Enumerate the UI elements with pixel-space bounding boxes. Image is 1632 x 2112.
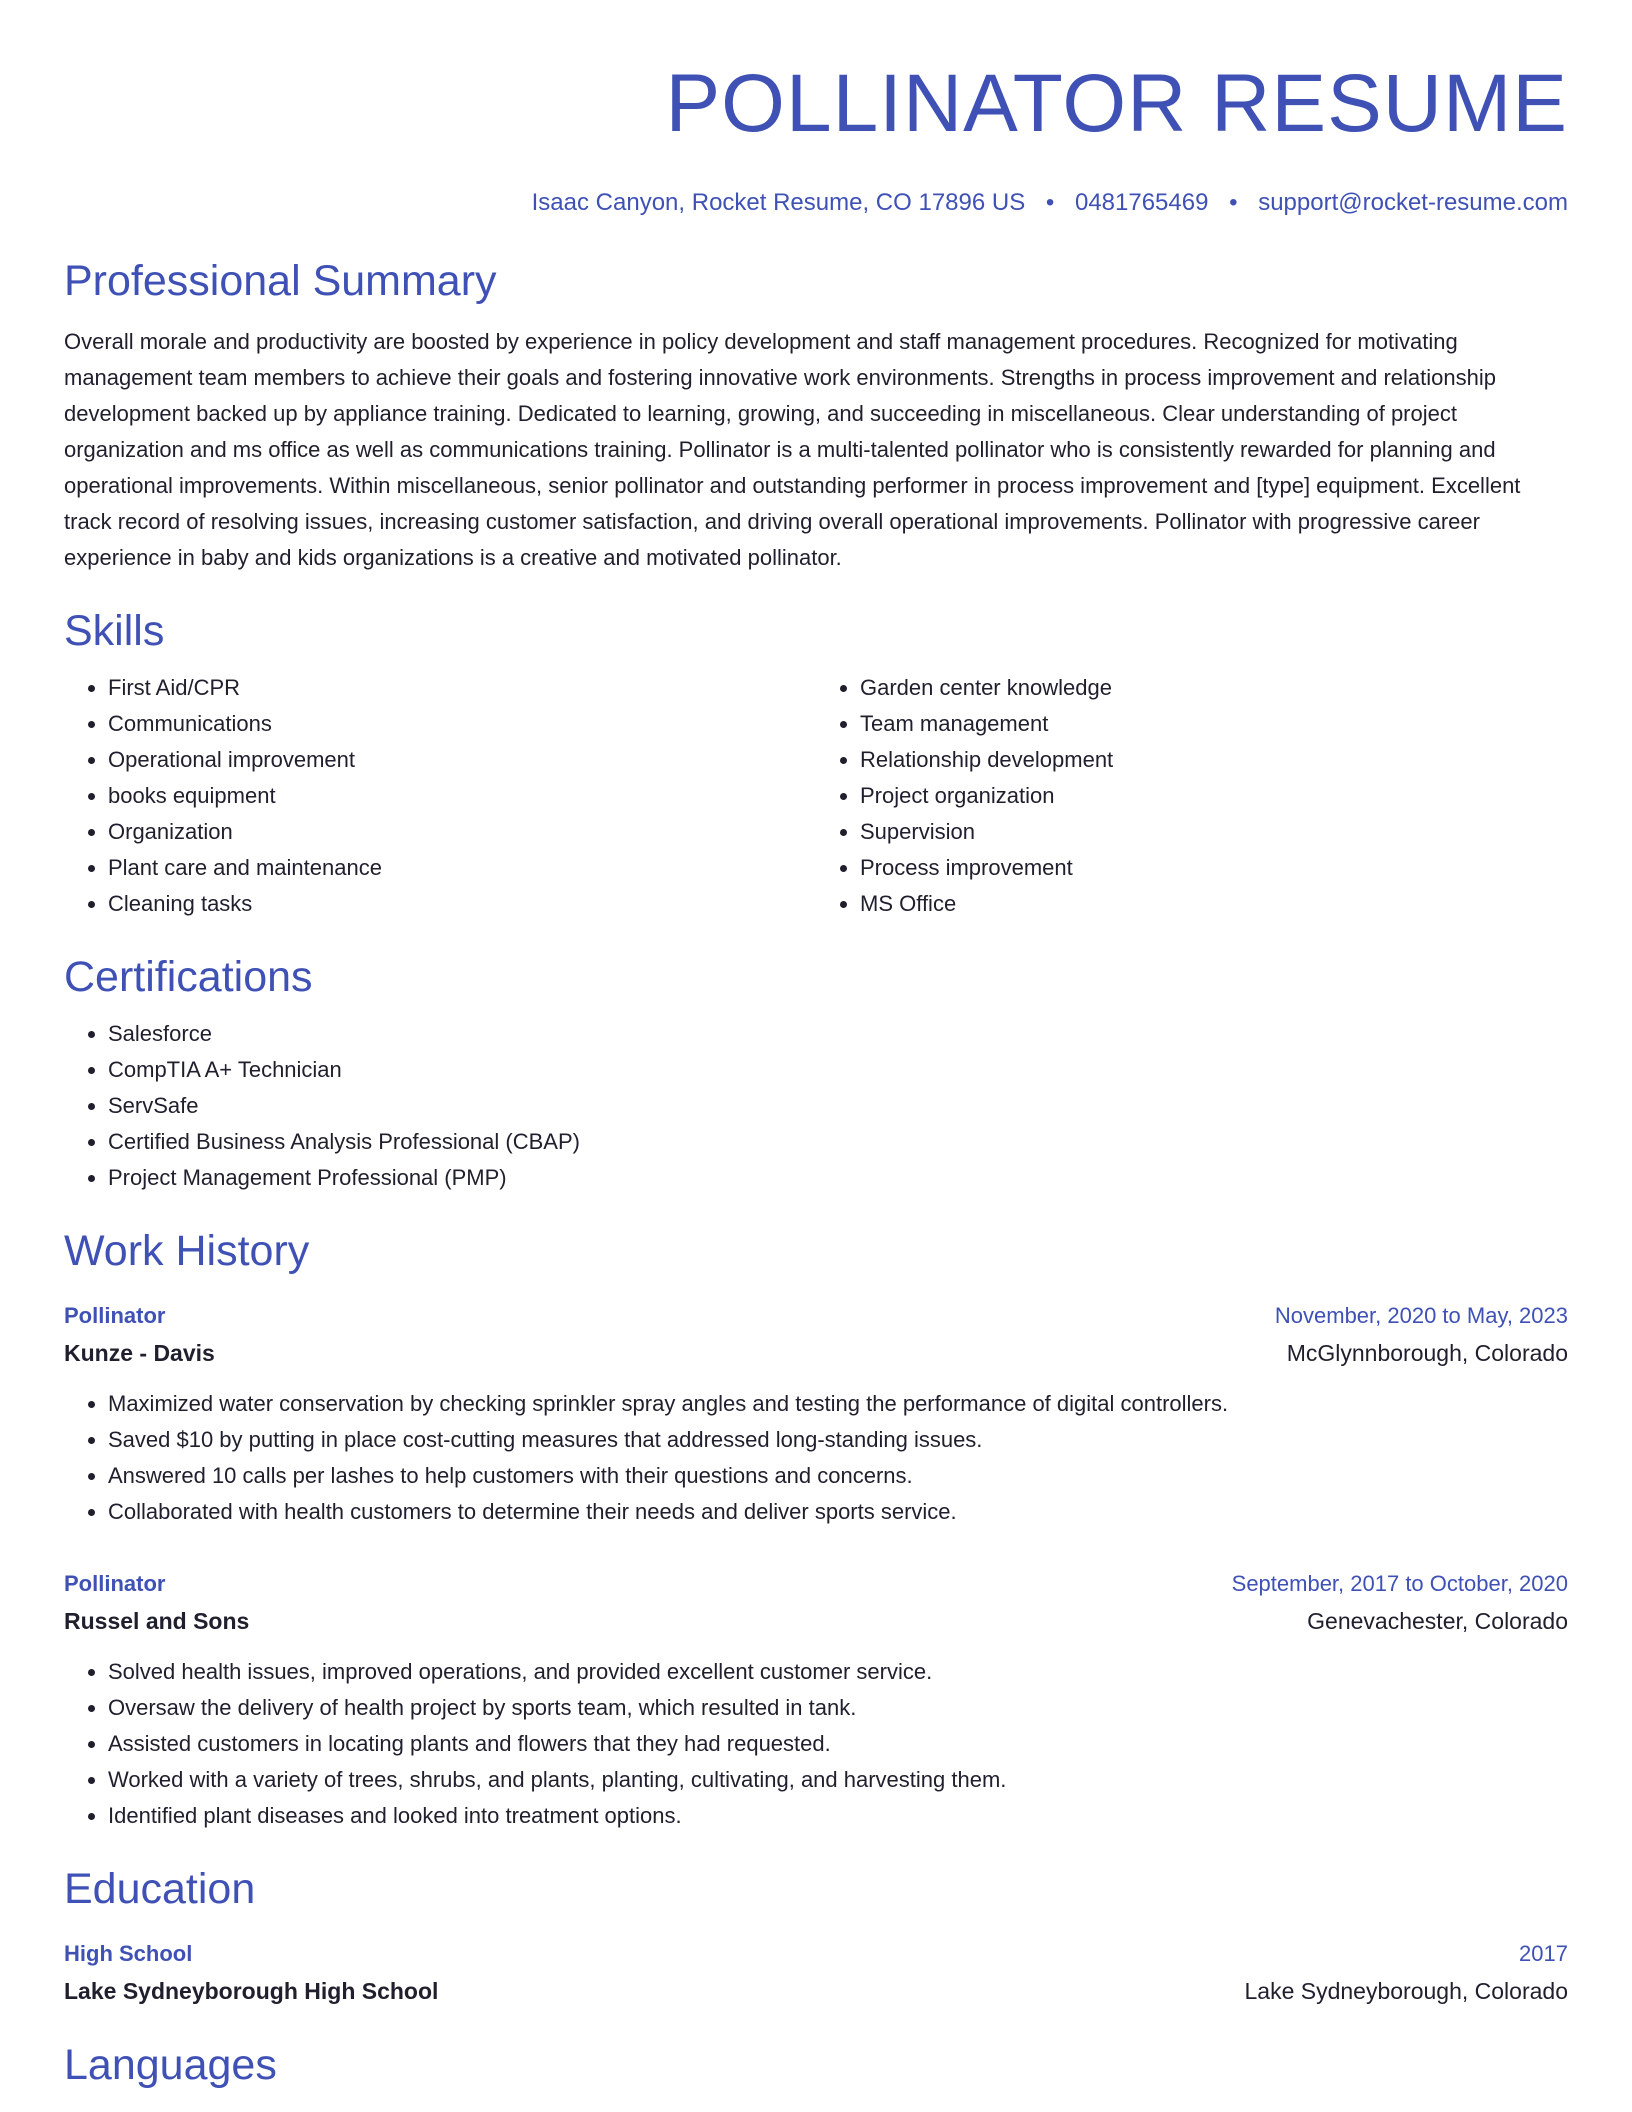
skill-item: • Operational improvement [108,742,816,778]
education-degree: High School [64,1941,193,1966]
skill-item: • Team management [860,706,1568,742]
job-title: Pollinator [64,1303,166,1328]
skill-item: • MS Office [860,886,1568,922]
skill-item: • Project organization [860,778,1568,814]
job-company: Russel and Sons [64,1608,250,1634]
certification-item: • ServSafe [108,1088,1568,1124]
certification-item: • CompTIA A+ Technician [108,1052,1568,1088]
summary-heading: Professional Summary [64,257,497,305]
job-dates: September, 2017 to October, 2020 [1231,1571,1568,1596]
languages-heading: Languages [64,2041,277,2089]
contact-email: support@rocket-resume.com [1258,189,1568,216]
education-year: 2017 [1519,1941,1568,1966]
skill-item: • Relationship development [860,742,1568,778]
skill-item: • First Aid/CPR [108,670,816,706]
certification-item: • Salesforce [108,1016,1568,1052]
certifications-list [64,1016,1568,1196]
skill-item: • Plant care and maintenance [108,850,816,886]
job-bullet: • Assisted customers in locating plants and flowers that they had requested. [108,1726,1568,1762]
contact-separator: • [1045,189,1055,216]
job-title: Pollinator [64,1571,166,1596]
resume-name: POLLINATOR RESUME [665,58,1568,149]
job-bullet: • Worked with a variety of trees, shrubs, and plants, planting, cultivating, and harvesting them. [108,1762,1568,1798]
job-company: Kunze - Davis [64,1340,215,1366]
certification-item: • Certified Business Analysis Professional (CBAP) [108,1124,1568,1160]
skills-column-right [816,670,1568,922]
skill-item: • Process improvement [860,850,1568,886]
skills-column-left [64,670,816,922]
job-entry [64,1566,1568,1834]
certification-item: • Project Management Professional (PMP) [108,1160,1568,1196]
job-dates: November, 2020 to May, 2023 [1274,1303,1568,1328]
contact-address: Isaac Canyon, Rocket Resume, CO 17896 US [531,189,1026,216]
contact-phone: 0481765469 [1074,189,1209,216]
job-entry [64,1298,1568,1530]
job-bullet: • Collaborated with health customers to determine their needs and deliver sports service. [108,1494,1568,1530]
skill-item: • Communications [108,706,816,742]
summary-text: Overall morale and productivity are boosted by experience in policy development and staff management procedures. Recognized for motivating management team members to achieve their goals and fostering innovative work environments. Strengths in process improvement and relationship development backed up by appliance training. Dedicated to learning, growing, and succeeding in miscellaneous. Clear understanding of project organization and ms office as well as communications training. Pollinator is a multi-talented pollinator who is consistently rewarded for planning and operational improvements. Within miscellaneous, senior pollinator and outstanding performer in process improvement and [type] equipment. Excellent track record of resolving issues, increasing customer satisfaction, and driving overall operational improvements. Pollinator with progressive career experience in baby and kids organizations is a creative and motivated pollinator. [64,329,1521,570]
skill-item: • books equipment [108,778,816,814]
work-history-heading: Work History [64,1227,310,1275]
education-entry [64,1936,1568,2010]
job-bullets [64,1386,1568,1530]
skill-item: • Supervision [860,814,1568,850]
job-bullet: • Saved $10 by putting in place cost-cutting measures that addressed long-standing issues. [108,1422,1568,1458]
contact-separator: • [1229,189,1238,216]
skill-item: • Cleaning tasks [108,886,816,922]
skills-heading: Skills [64,607,165,655]
skills-list [64,670,1568,922]
contact-line [64,188,1568,218]
education-location: Lake Sydneyborough, Colorado [1244,1978,1568,2004]
job-location: McGlynnborough, Colorado [1286,1340,1568,1366]
skill-item: • Organization [108,814,816,850]
education-school: Lake Sydneyborough High School [64,1978,439,2004]
education-heading: Education [64,1865,256,1913]
certifications-heading: Certifications [64,953,313,1001]
job-bullets [64,1654,1568,1834]
job-bullet: • Maximized water conservation by checking sprinkler spray angles and testing the performance of digital controllers. [108,1386,1568,1422]
job-location: Genevachester, Colorado [1307,1608,1568,1634]
job-bullet: • Solved health issues, improved operations, and provided excellent customer service. [108,1654,1568,1690]
job-bullet: • Answered 10 calls per lashes to help customers with their questions and concerns. [108,1458,1568,1494]
job-bullet: • Identified plant diseases and looked into treatment options. [108,1798,1568,1834]
skill-item: • Garden center knowledge [860,670,1568,706]
job-bullet: • Oversaw the delivery of health project by sports team, which resulted in tank. [108,1690,1568,1726]
